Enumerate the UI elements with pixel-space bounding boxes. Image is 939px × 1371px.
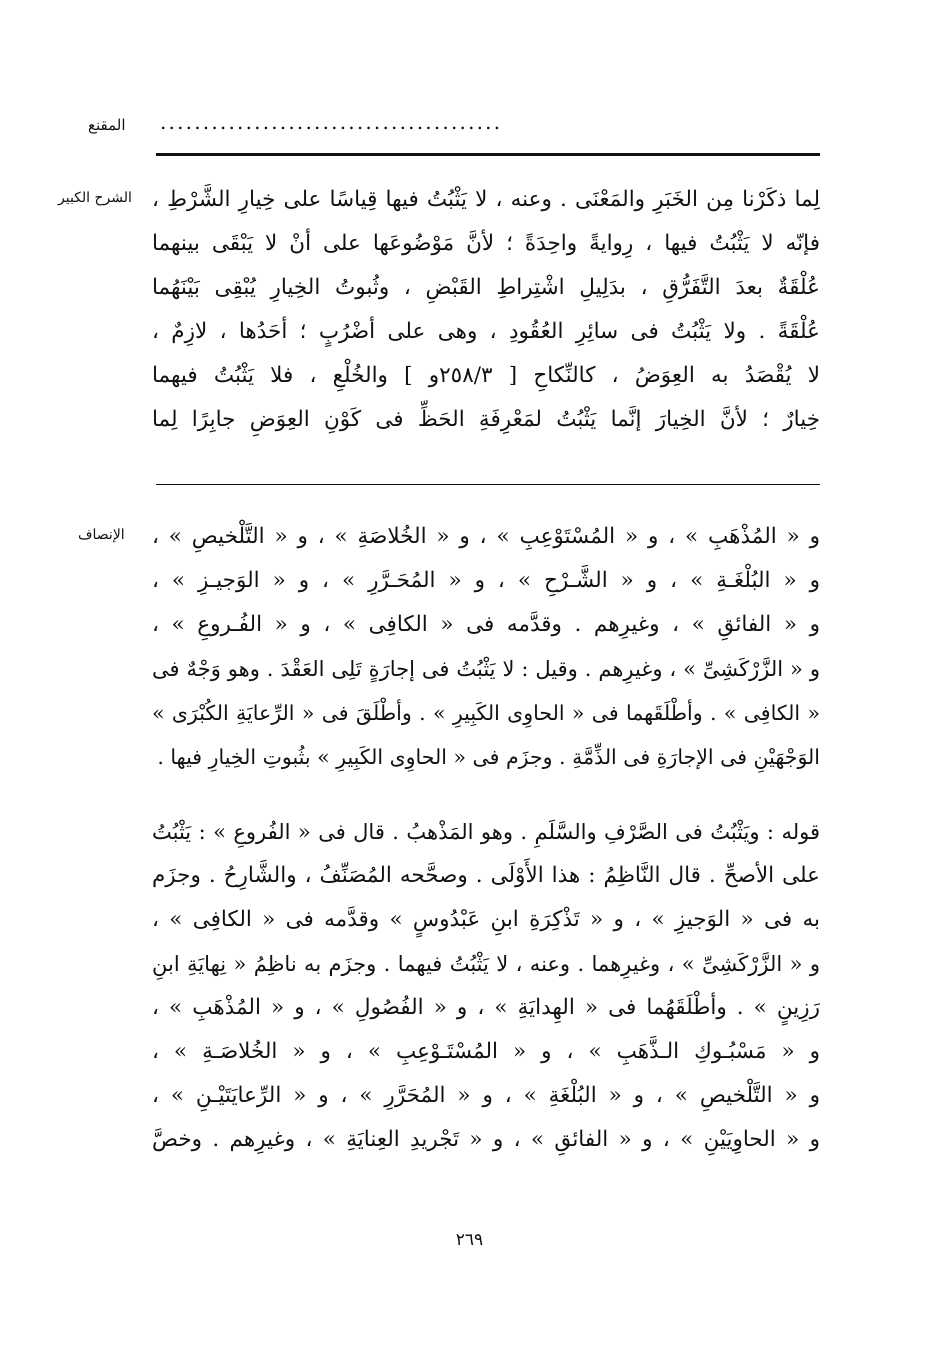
header-rule bbox=[156, 153, 820, 156]
sharh-line: عُلْقَةً . ولا يَثْبُتُ فى سائِرِ العُقُودِ ، وهى على أضْرُبٍ ؛ أحَدُها ، لازِمٌ ، bbox=[152, 319, 820, 344]
sharh-line: لا يُقْصَدُ به العِوَضُ ، كالنِّكاحِ [ ٢٥٨/٣و ] والخُلْعِ ، فلا يَثْبُتُ فيهما bbox=[152, 363, 820, 388]
insaf-line: و « الزَّرْكَشِىِّ » ، وغيرِهما . وعنه ، لا يَثْبُتُ فيهما . وجزَم به ناظِمُ « نِهايَةِ ابنِ bbox=[152, 952, 820, 976]
header-dot-leader: ........................................ bbox=[160, 110, 503, 134]
insaf-line: و « التَّلْخيصِ » ، و « البُلْغَةِ » ، و « المُحَرَّرِ » ، و « الرِّعايَتَيْـنِ » ، bbox=[152, 1083, 820, 1108]
insaf-paragraph-2 bbox=[152, 810, 820, 1162]
insaf-section-label: الإنصاف bbox=[78, 527, 125, 543]
insaf-line: على الأصحِّ . قال النَّاظِمُ : هذا الأَوْلَى . وصحَّحه المُصَنِّفُ ، والشَّارِحُ . وجزَم bbox=[152, 863, 820, 888]
section-divider bbox=[156, 484, 820, 485]
insaf-line: به فى « الوَجيزِ » ، و « تَذْكِرَةِ ابنِ عَبْدُوسٍ » وقدَّمه فى « الكافِى » ، bbox=[152, 907, 820, 932]
insaf-line: و « الفائقِ » ، وغيرِهم . وقدَّمه فى « الكافِى » ، و « الفُـروعِ » ، bbox=[152, 612, 820, 637]
insaf-line: قوله : ويَثْبُتُ فى الصَّرْفِ والسَّلَمِ . وهو المَذْهبُ . قال فى « الفُروعِ » : يَثْبُتُ bbox=[152, 820, 820, 844]
page-number: ٢٦٩ bbox=[455, 1230, 484, 1250]
sharh-text-block bbox=[152, 178, 820, 442]
insaf-line: « الكافِى » . وأطْلَقَهما فى « الحاوِى الكَبِيرِ » . وأطْلَقَ فى « الرِّعايَةِ الكُبْرَى » bbox=[152, 701, 820, 725]
sharh-line: عُلْقَةٌ بعدَ التَّفَرُّقِ ، بدَلِيلِ اشْتِراطِ القَبْضِ ، وثُبوتُ الخِيارِ يُبْقِى بَيْنَهُما bbox=[152, 275, 820, 300]
insaf-line: و « البُلْغَـةِ » ، و « الشَّـرْحِ » ، و « المُحَـرَّرِ » ، و « الوَجيـزِ » ، bbox=[152, 568, 820, 593]
sharh-line: لِما ذكَرْنا مِن الخَبَرِ والمَعْنَى . وعنه ، لا يَثْبُتُ فيها قِياسًا على خِيارِ الشَّرْطِ ، bbox=[152, 187, 820, 212]
insaf-paragraph-1 bbox=[152, 515, 820, 779]
sharh-line: فإنّه لا يَثْبُتُ فيها ، رِوايةً واحِدَةً ؛ لأنَّ مَوْضُوعَها على أنْ لا يَبْقَى بينهما bbox=[152, 231, 820, 256]
insaf-line: و « المُذْهَبِ » ، و « المُسْتَوْعِبِ » ، و « الخُلاصَةِ » ، و « التَّلْخيصِ » ، bbox=[152, 524, 820, 549]
sharh-line: خِيارٌ ؛ لأنَّ الخِيارَ إنَّما يَثْبُتُ لمَعْرِفَةِ الحَظِّ فى كَوْنِ العِوَضِ جابِرًا لِما bbox=[152, 407, 820, 432]
insaf-line: و « مَسْبُـوكِ الـذَّهَبِ » ، و « المُسْتَـوْعِبِ » ، و « الخُلاصَـةِ » ، bbox=[152, 1039, 820, 1064]
running-header-title: المقنع bbox=[88, 116, 126, 134]
insaf-line: و « الزَّرْكَشِىِّ » ، وغيرِهم . وقيل : لا يَثْبُتُ فى إجارَةٍ تَلِى العَقْدَ . وهو وَجْهٌ فى bbox=[152, 657, 820, 681]
sharh-section-label: الشرح الكبير bbox=[58, 190, 132, 206]
insaf-line: الوَجْهَيْنِ فى الإجارَةِ فى الذِّمَّةِ . وجزَم فى « الحاوِى الكَبِيرِ » بثُبوتِ الخِيارِ فيها . bbox=[157, 745, 820, 769]
insaf-line: و « الحاوِيَيْنِ » ، و « الفائقِ » ، و « تَجْريدِ العِنايَةِ » ، وغيرِهم . وخصَّ bbox=[152, 1127, 820, 1152]
insaf-line: رَزِينٍ » . وأطْلَقَهُما فى « الهِدايَةِ » ، و « الفُصُولِ » ، و « المُذْهَبِ » ، bbox=[152, 995, 820, 1020]
